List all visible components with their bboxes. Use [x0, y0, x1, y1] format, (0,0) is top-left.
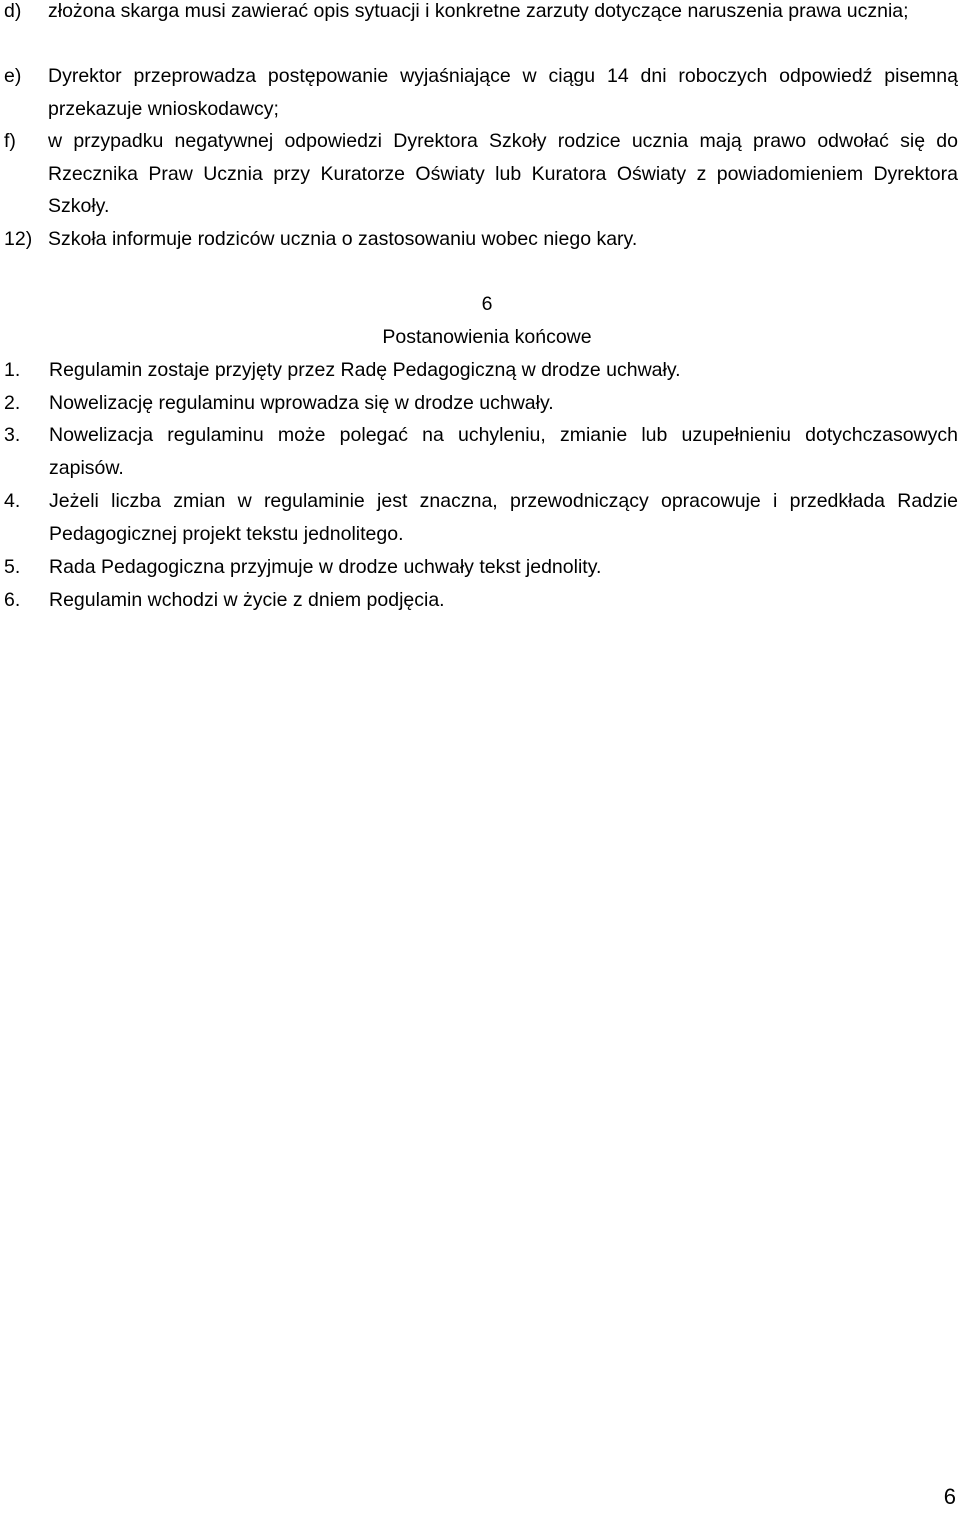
list-item-text: Rada Pedagogiczna przyjmuje w drodze uchwały tekst jednolity. [49, 556, 602, 578]
numbered-item-5 [4, 551, 958, 584]
list-marker: e) [4, 65, 22, 87]
page-number: 6 [943, 1484, 956, 1509]
section-title: Postanowienia końcowe [382, 326, 592, 348]
list-item-text: Regulamin wchodzi w życie z dniem podjęcia. [49, 589, 445, 611]
section-symbol [0, 288, 960, 321]
numbered-item-6 [4, 584, 958, 617]
list-item-f [4, 125, 958, 223]
list-item-text: Jeżeli liczba zmian w regulaminie jest znaczna, przewodniczący opracowuje i przedkłada Radzie Pedagogicznej projekt tekstu jednolitego. [49, 490, 958, 545]
numbered-item-3 [4, 419, 958, 484]
numbered-item-1 [4, 354, 958, 387]
list-item-text: Nowelizację regulaminu wprowadza się w drodze uchwały. [49, 392, 554, 414]
list-marker: 4. [4, 490, 21, 512]
list-marker: 12) [4, 228, 33, 250]
list-marker: 1. [4, 359, 21, 381]
list-marker: 6. [4, 589, 21, 611]
section-number: 6 [481, 293, 493, 315]
list-item-text: Regulamin zostaje przyjęty przez Radę Pedagogiczną w drodze uchwały. [49, 359, 681, 381]
list-marker: 5. [4, 556, 21, 578]
list-item-text: Dyrektor przeprowadza postępowanie wyjaśniające w ciągu 14 dni roboczych odpowiedź pisemną przekazuje wnioskodawcy; [48, 65, 958, 120]
list-item-text: w przypadku negatywnej odpowiedzi Dyrektora Szkoły rodzice ucznia mają prawo odwołać się do Rzecznika Praw Ucznia przy Kuratorze Oświaty lub Kuratora Oświaty z powiadomieniem Dyrektora Szkoły. [48, 130, 958, 217]
list-item-12 [4, 223, 958, 256]
list-item-e [4, 60, 958, 125]
list-item-text: złożona skarga musi zawierać opis sytuacji i konkretne zarzuty dotyczące naruszenia prawa ucznia; [48, 0, 909, 22]
list-item-text: Nowelizacja regulaminu może polegać na uchyleniu, zmianie lub uzupełnieniu dotychczasowych zapisów. [49, 424, 958, 479]
list-marker: d) [4, 0, 22, 22]
list-marker: f) [4, 130, 16, 152]
numbered-item-4 [4, 485, 958, 550]
list-marker: 3. [4, 424, 21, 446]
list-item-text: Szkoła informuje rodziców ucznia o zastosowaniu wobec niego kary. [48, 228, 638, 250]
list-item-d [4, 0, 958, 28]
list-marker: 2. [4, 392, 21, 414]
numbered-item-2 [4, 387, 958, 420]
